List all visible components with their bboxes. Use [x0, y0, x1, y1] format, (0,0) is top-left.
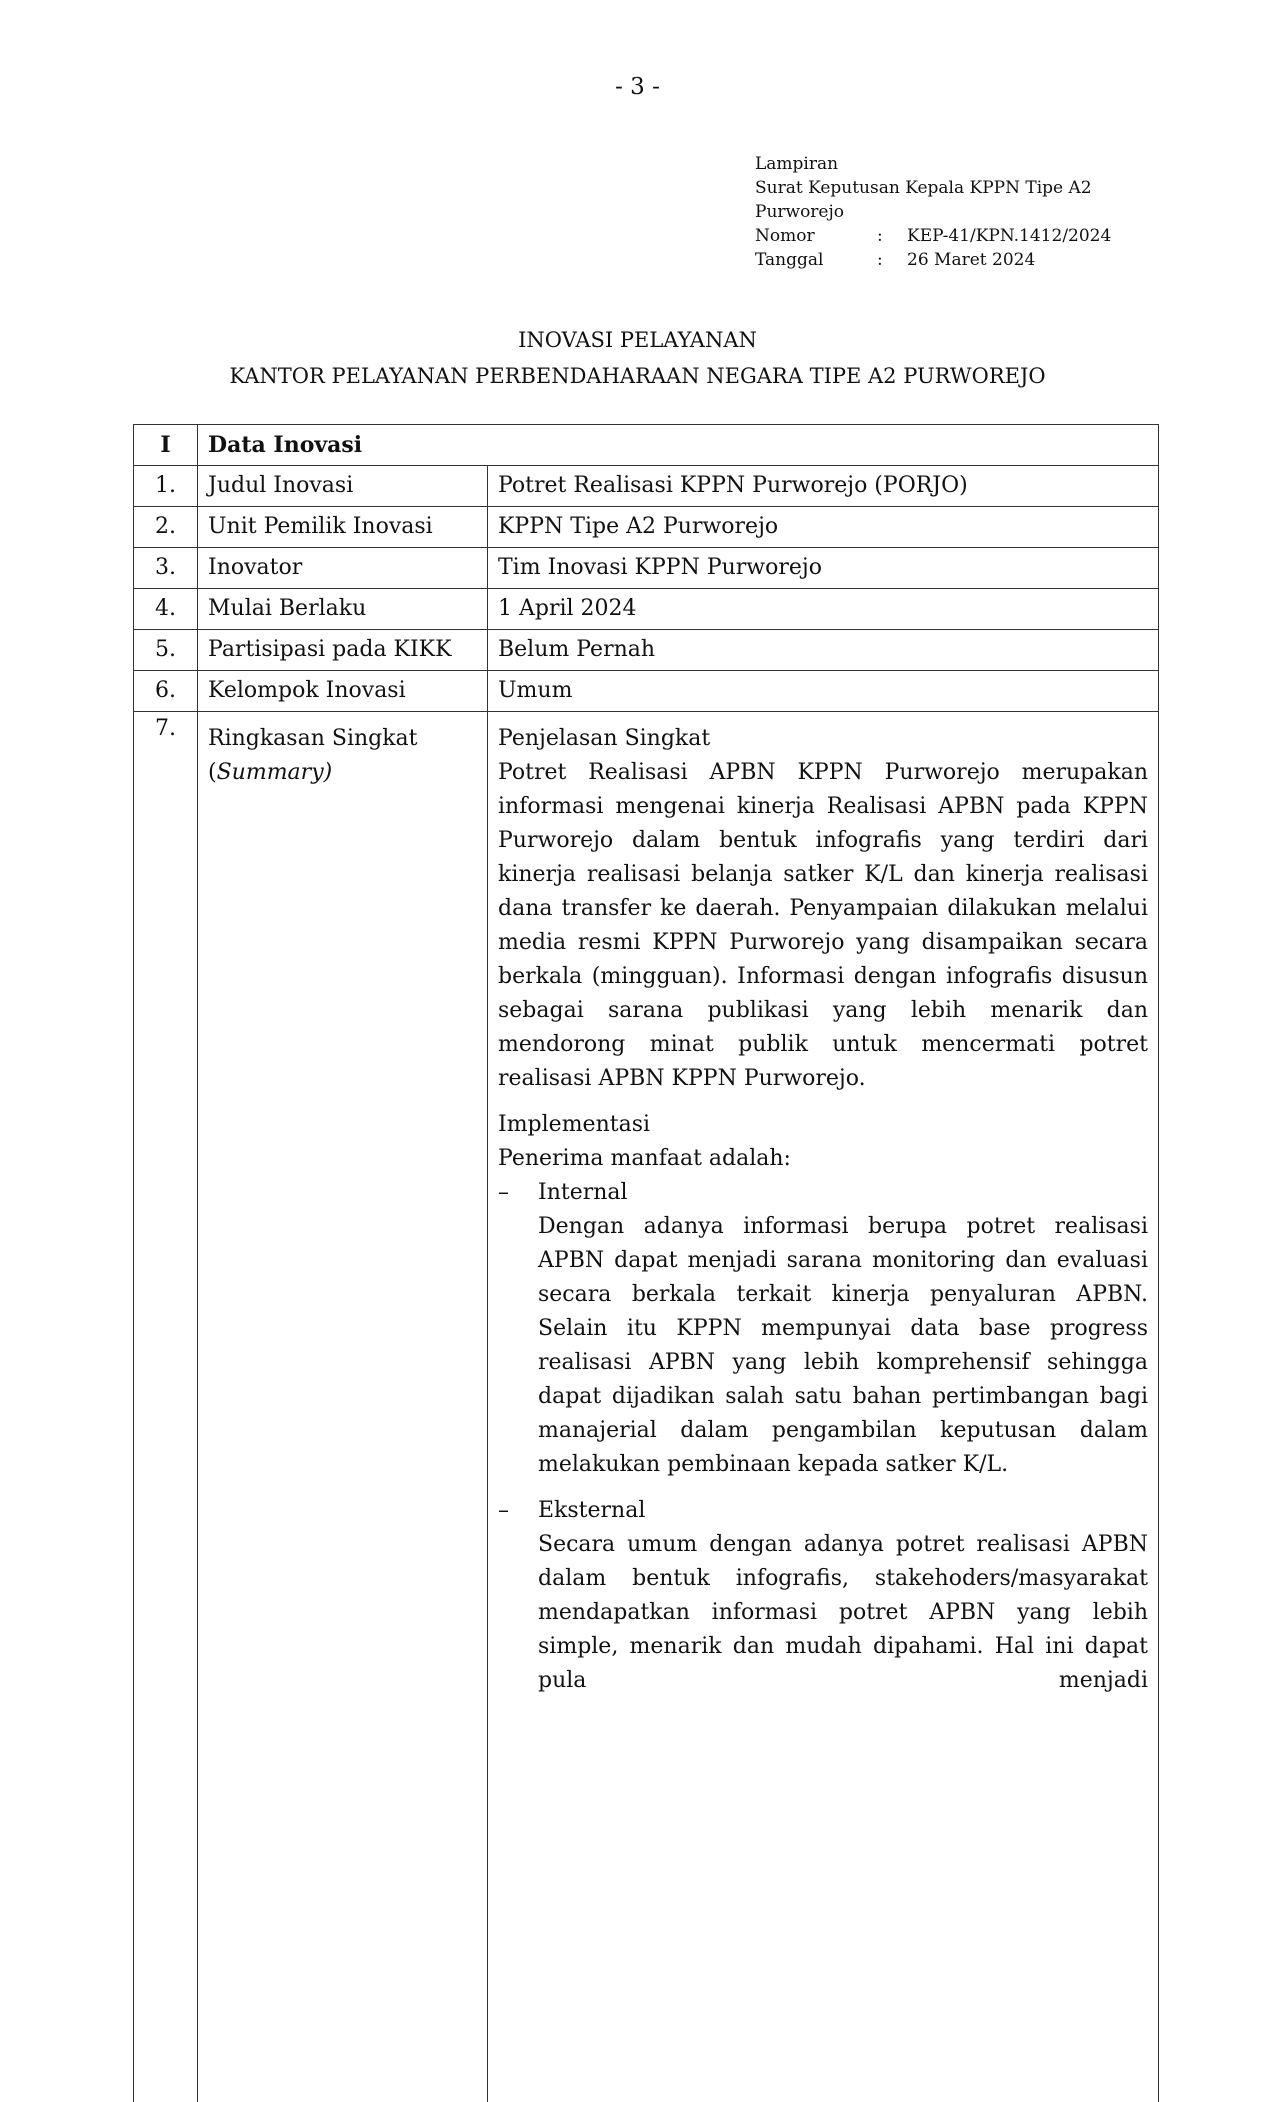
- innovation-data-table: [133, 424, 1159, 2102]
- row-value: Tim Inovasi KPPN Purworejo: [488, 548, 1159, 589]
- title-line-1: INOVASI PELAYANAN: [0, 322, 1275, 358]
- nomor-colon: :: [877, 224, 907, 248]
- tanggal-value: 26 Maret 2024: [907, 248, 1035, 272]
- internal-title: Internal: [538, 1176, 1148, 1210]
- row-value: 1 April 2024: [488, 589, 1159, 630]
- internal-text: Dengan adanya informasi berupa potret realisasi APBN dapat menjadi sarana monitoring dan evaluasi secara berkala terkait kinerja penyaluran APBN. Selain itu KPPN mempunyai data base progress realisasi APBN yang lebih komprehensif sehingga dapat dijadikan salah satu bahan pertimbangan bagi manajerial dalam pengambilan keputusan dalam melakukan pembinaan kepada satker K/L.: [538, 1210, 1148, 1482]
- penjelasan-title: Penjelasan Singkat: [498, 722, 1148, 756]
- summary-paren: (: [208, 760, 217, 785]
- dash-marker: –: [498, 1176, 538, 1482]
- lampiran-block: [755, 152, 1175, 272]
- row-label: Unit Pemilik Inovasi: [198, 507, 488, 548]
- eksternal-bullet: [498, 1494, 1148, 1698]
- row-number: 7.: [134, 712, 198, 2102]
- row-number: 5.: [134, 630, 198, 671]
- title-line-2: KANTOR PELAYANAN PERBENDAHARAAN NEGARA TIPE A2 PURWOREJO: [0, 358, 1275, 394]
- row-value-summary: [488, 712, 1159, 2102]
- row-value: Belum Pernah: [488, 630, 1159, 671]
- document-title: [0, 322, 1275, 394]
- section-title: Data Inovasi: [198, 425, 1159, 466]
- row-value: KPPN Tipe A2 Purworejo: [488, 507, 1159, 548]
- table-header-row: [134, 425, 1159, 466]
- table-row: [134, 466, 1159, 507]
- row-label: Partisipasi pada KIKK: [198, 630, 488, 671]
- nomor-label: Nomor: [755, 224, 877, 248]
- dash-marker: –: [498, 1494, 538, 1698]
- table-row: [134, 589, 1159, 630]
- lampiran-tanggal-row: [755, 248, 1175, 272]
- row-number: 6.: [134, 671, 198, 712]
- lampiran-label: Lampiran: [755, 152, 1175, 176]
- penjelasan-text: Potret Realisasi APBN KPPN Purworejo merupakan informasi mengenai kinerja Realisasi APBN pada KPPN Purworejo dalam bentuk infografis yang terdiri dari kinerja realisasi belanja satker K/L dan kinerja realisasi dana transfer ke daerah. Penyampaian dilakukan melalui media resmi KPPN Purworejo yang disampaikan secara berkala (mingguan). Informasi dengan infografis disusun sebagai sarana publikasi yang lebih menarik dan mendorong minat publik untuk mencermati potret realisasi APBN KPPN Purworejo.: [498, 756, 1148, 1096]
- summary-label-italic: Summary): [217, 760, 333, 785]
- row-label: Mulai Berlaku: [198, 589, 488, 630]
- lampiran-nomor-row: [755, 224, 1175, 248]
- table-row-summary: [134, 712, 1159, 2102]
- eksternal-text: Secara umum dengan adanya potret realisasi APBN dalam bentuk infografis, stakehoders/masyarakat mendapatkan informasi potret APBN yang lebih simple, menarik dan mudah dipahami. Hal ini dapat pula menjadi: [538, 1528, 1148, 1698]
- lampiran-decree: Surat Keputusan Kepala KPPN Tipe A2: [755, 176, 1175, 200]
- row-label: Judul Inovasi: [198, 466, 488, 507]
- summary-label-italic-wrap: [208, 756, 477, 790]
- row-label: Kelompok Inovasi: [198, 671, 488, 712]
- lampiran-decree-cont: Purworejo: [755, 200, 1175, 224]
- penerima-manfaat: Penerima manfaat adalah:: [498, 1142, 1148, 1176]
- table-row: [134, 671, 1159, 712]
- internal-bullet: [498, 1176, 1148, 1482]
- summary-label: Ringkasan Singkat: [208, 722, 477, 756]
- page-number: - 3 -: [0, 74, 1275, 100]
- table-row: [134, 548, 1159, 589]
- implementasi-title: Implementasi: [498, 1108, 1148, 1142]
- nomor-value: KEP-41/KPN.1412/2024: [907, 224, 1111, 248]
- eksternal-title: Eksternal: [538, 1494, 1148, 1528]
- row-label-summary: [198, 712, 488, 2102]
- row-label: Inovator: [198, 548, 488, 589]
- row-number: 3.: [134, 548, 198, 589]
- row-value: Umum: [488, 671, 1159, 712]
- row-number: 4.: [134, 589, 198, 630]
- tanggal-label: Tanggal: [755, 248, 877, 272]
- table-row: [134, 507, 1159, 548]
- row-value: Potret Realisasi KPPN Purworejo (PORJO): [488, 466, 1159, 507]
- table-row: [134, 630, 1159, 671]
- tanggal-colon: :: [877, 248, 907, 272]
- section-number: I: [134, 425, 198, 466]
- row-number: 1.: [134, 466, 198, 507]
- row-number: 2.: [134, 507, 198, 548]
